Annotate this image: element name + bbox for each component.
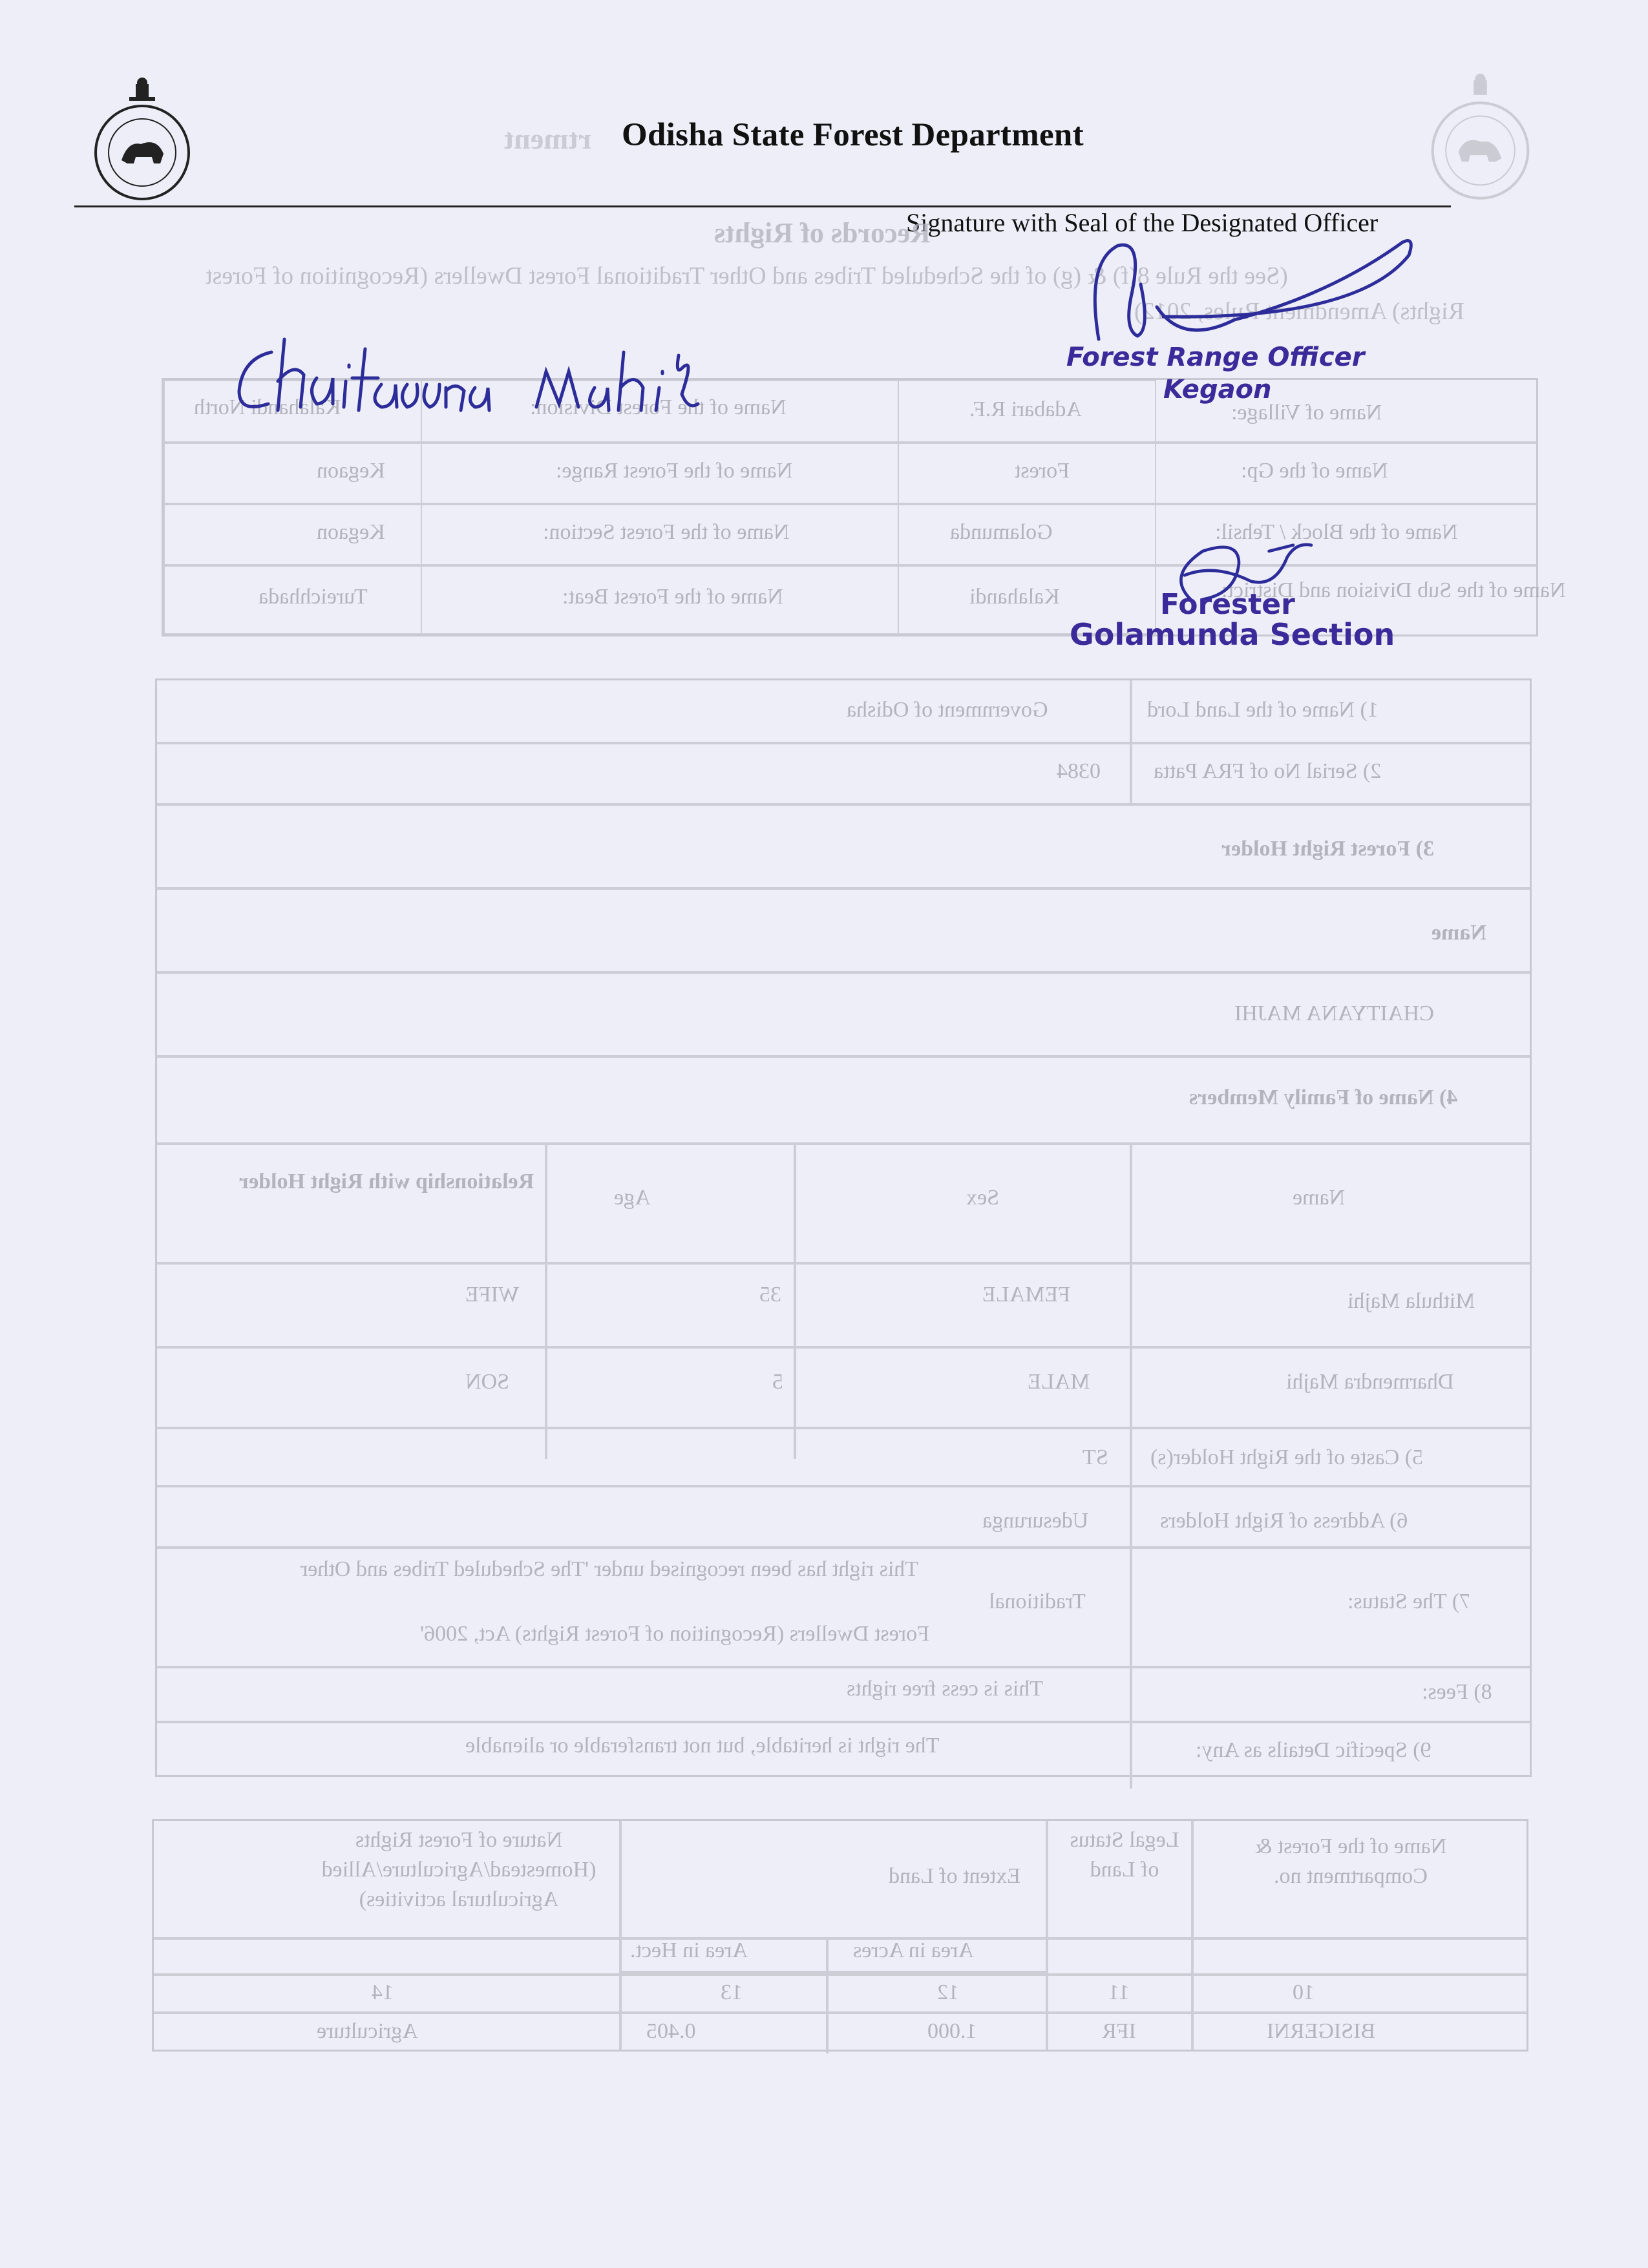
ghost-cell: Name of the Forest Division:	[530, 395, 787, 419]
ghost-cell: SON	[465, 1370, 510, 1394]
ghost-cell: Area in Acres	[853, 1938, 974, 1962]
ghost-cell: Name of the Forest Beat:	[562, 585, 783, 609]
ghost-reference-line-1: (See the Rule 8(f) & (g) of the Scheduled Tribes and Other Traditional Forest Dwellers (Recognition of Forest	[206, 262, 1288, 289]
ghost-cell: 7) The Status:	[1347, 1590, 1471, 1613]
ghost-cell: 13	[721, 1980, 743, 2004]
ghost-cell: Name of the Forest Section:	[543, 520, 790, 544]
odisha-emblem-logo	[89, 76, 196, 205]
ghost-cell: 12	[937, 1980, 959, 2004]
ghost-cell: 5	[772, 1370, 783, 1394]
range-officer-signature	[1066, 229, 1480, 359]
ghost-cell: Age	[614, 1186, 651, 1210]
ghost-cell: Legal Status of Land	[1070, 1828, 1179, 1882]
ghost-cell: The right is heritable, but not transferable or alienable	[465, 1734, 940, 1758]
range-officer-stamp: Forest Range Officer	[1066, 342, 1365, 372]
ghost-cell: Dharmendra Majhi	[1286, 1370, 1454, 1394]
ghost-cell: Mithula Majhi	[1347, 1289, 1475, 1313]
ghost-cell: Agriculture	[317, 2019, 418, 2043]
ghost-cell: FEMALE	[982, 1283, 1070, 1307]
ghost-cell: 10	[1293, 1980, 1315, 2004]
ghost-cell: Nature of Forest Rights (Homestead/Agriculture/Allied Agricultural activities)	[321, 1828, 597, 1911]
ghost-cell: Tureichhada	[259, 585, 368, 609]
ghost-cell: 0384	[1057, 759, 1101, 783]
ghost-cell: 1) Name of the Land Lord	[1147, 698, 1379, 722]
ghost-cell: Forest	[1015, 459, 1070, 483]
ghost-cell: Kegaon	[317, 520, 385, 544]
ghost-cell: 3) Forest Right Holder	[1221, 837, 1434, 861]
ghost-cell: Forest Dwellers (Recognition of Forest Rights) Act, 2006'	[420, 1622, 930, 1646]
ghost-cell: Name of the Sub Division and District:	[1221, 578, 1566, 602]
ghost-cell: IFR	[1102, 2019, 1136, 2043]
ghost-cell: Relationship with Right Holder	[239, 1170, 534, 1193]
forester-stamp-section: Golamunda Section	[1070, 617, 1395, 652]
ghost-cell: Golamunda	[950, 520, 1053, 544]
ghost-department-fragment: rtment	[504, 122, 592, 155]
ghost-cell: Government of Odisha	[847, 698, 1048, 722]
ghost-cell: 4) Name of Family Members	[1189, 1086, 1458, 1109]
ghost-cell: Kalahandi North	[194, 395, 341, 419]
ghost-cell: 6) Address of Right Holders	[1160, 1509, 1408, 1533]
ghost-reference-line-2: Rights) Amendment Rules, 2012)	[1134, 298, 1464, 325]
ghost-cell: Extent of Land	[889, 1864, 1020, 1888]
department-title: Odisha State Forest Department	[622, 117, 1084, 153]
ghost-cell: This right has been recognised under 'The Scheduled Tribes and Other	[301, 1557, 919, 1581]
ghost-cell: Kegaon	[317, 459, 385, 483]
ghost-cell: 14	[372, 1980, 394, 2004]
ghost-cell: WIFE	[465, 1283, 520, 1307]
handwritten-name-signature	[233, 326, 814, 423]
signature-caption: Signature with Seal of the Designated Officer	[906, 208, 1379, 237]
ghost-cell: Adabari R.F.	[969, 397, 1082, 421]
ghost-cell: Name of the Forest Range:	[556, 459, 793, 483]
ghost-cell: Udesurunga	[982, 1509, 1089, 1533]
ghost-cell: Traditional	[989, 1590, 1086, 1613]
ghost-cell: 8) Fees:	[1422, 1680, 1492, 1704]
ghost-cell: Name of the Block / Tehsil:	[1215, 520, 1458, 544]
ghost-cell: Name of Village:	[1231, 401, 1382, 425]
ghost-cell: Name	[1431, 921, 1486, 945]
range-officer-stamp-location: Kegaon	[1163, 375, 1272, 404]
ghost-cell: Name	[1293, 1186, 1346, 1210]
ghost-cell: Name of the Forest & Compartment no.	[1254, 1834, 1447, 1888]
ghost-cell: BISIGERNI	[1267, 2019, 1376, 2043]
ghost-cell: Area in Hect.	[630, 1938, 748, 1962]
forester-stamp: Forester	[1160, 588, 1295, 621]
ghost-cell: 1.000	[927, 2019, 977, 2043]
ghost-cell: 2) Serial No of FRA Patta	[1154, 759, 1382, 783]
ghost-cell: Name of the Gp:	[1241, 459, 1388, 483]
ghost-cell: This is cess free rights	[847, 1677, 1044, 1701]
ghost-cell: ST	[1083, 1445, 1108, 1469]
ghost-records-heading: Records of Rights	[714, 217, 931, 249]
ghost-cell: 9) Specific Details as Any:	[1196, 1738, 1431, 1762]
ghost-cell: 35	[759, 1283, 781, 1307]
ghost-cell: 0.405	[646, 2019, 696, 2043]
ghost-cell: CHAITYANA MAJHI	[1234, 1002, 1434, 1025]
ghost-cell: MALE	[1028, 1370, 1090, 1394]
ghost-cell: 11	[1108, 1980, 1130, 2004]
ghost-cell: 5) Caste of the Right Holder(s)	[1150, 1445, 1424, 1469]
ghost-cell: Sex	[966, 1186, 999, 1210]
ghost-cell: Kalahandi	[969, 585, 1060, 609]
ghost-emblem-logo	[1425, 72, 1535, 205]
